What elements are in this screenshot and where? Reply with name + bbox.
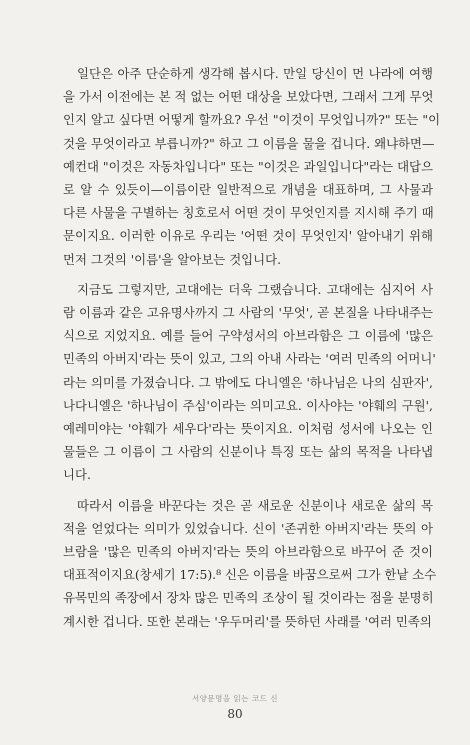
text-line: 것을 무엇이라고 부릅니까?" 하고 그 이름을 물을 겁니다. 왜냐하면— xyxy=(63,135,435,151)
text-line: 적을 얻었다는 의미가 있었습니다. 신이 '존귀한 아버지'라는 뜻의 아 xyxy=(63,520,433,536)
text-line: 계시한 겁니다. 또한 본래는 '우두머리'를 뜻하던 사래를 '여러 민족의 xyxy=(63,613,432,629)
text-line: 니다. xyxy=(63,467,91,483)
paragraph xyxy=(63,278,436,487)
text-line: 유목민의 족장에서 장차 많은 민족의 조상이 될 것이라는 점을 분명히 xyxy=(63,590,434,606)
text-line: 람 이름과 같은 고유명사까지 그 사람의 '무엇', 곧 본질을 나타내주는 xyxy=(63,305,433,321)
text-line: 대표적이지요(창세기 17:5).⁸ 신은 이름을 바꿈으로써 그가 한낱 소수 xyxy=(63,567,437,583)
text-line: 일단은 아주 단순하게 생각해 봅시다. 만일 당신이 먼 나라에 여행 xyxy=(77,66,433,81)
running-title: 서양문명을 읽는 코드 신 xyxy=(191,694,279,703)
text-line: 물들은 그 이름이 그 사람의 신분이나 특징 또는 삶의 목적을 나타냅 xyxy=(63,444,433,460)
text-line: 다른 사물을 구별하는 칭호로서 어떤 것이 무엇인지를 지시해 주기 때 xyxy=(63,205,434,221)
text-line: 예컨대 "이것은 자동차입니다" 또는 "이것은 과일입니다"라는 대답으 xyxy=(63,158,433,174)
text-line: 을 가서 이전에는 본 적 없는 어떤 대상을 보았다면, 그래서 그게 무엇 xyxy=(63,89,434,105)
text-line: 문이지요. 이러한 이유로 우리는 '어떤 것이 무엇인지' 알아내기 위해 xyxy=(63,228,433,244)
text-line: 지금도 그렇지만, 고대에는 더욱 그랬습니다. 고대에는 심지어 사 xyxy=(77,281,433,297)
text-line: 브람을 '많은 민족의 아버지'라는 뜻의 아브라함으로 바꾸어 준 것이 xyxy=(63,544,433,560)
page-number: 80 xyxy=(227,707,243,721)
body-text xyxy=(63,62,441,633)
text-line: 나다니엘은 '하나님이 주심'이라는 의미고요. 이사야는 '야훼의 구원', xyxy=(63,397,433,413)
paragraph xyxy=(63,62,441,271)
text-line: 인지 알고 싶다면 어떻게 할까요? 우선 "이것이 무엇입니까?" 또는 "이 xyxy=(63,112,441,128)
text-line: 로 알 수 있듯이—이름이란 일반적으로 개념을 대표하며, 그 사물과 xyxy=(63,182,433,198)
text-line: 식으로 지었지요. 예를 들어 구약성서의 아브라함은 그 이름에 '많은 xyxy=(63,328,433,344)
text-line: 먼저 그것의 '이름'을 알아보는 것입니다. xyxy=(63,251,282,267)
text-line: 라는 의미를 가졌습니다. 그 밖에도 다니엘은 '하나님은 나의 심판자', xyxy=(63,374,433,390)
text-line: 예레미야는 '야훼가 세우다'라는 뜻이지요. 이처럼 성서에 나오는 인 xyxy=(63,421,433,437)
text-line: 민족의 아버지'라는 뜻이 있고, 그의 아내 사라는 '여러 민족의 어머니' xyxy=(63,351,436,367)
text-line: 따라서 이름을 바꾼다는 것은 곧 새로운 신분이나 새로운 삶의 목 xyxy=(77,497,433,513)
paragraph xyxy=(63,494,437,633)
